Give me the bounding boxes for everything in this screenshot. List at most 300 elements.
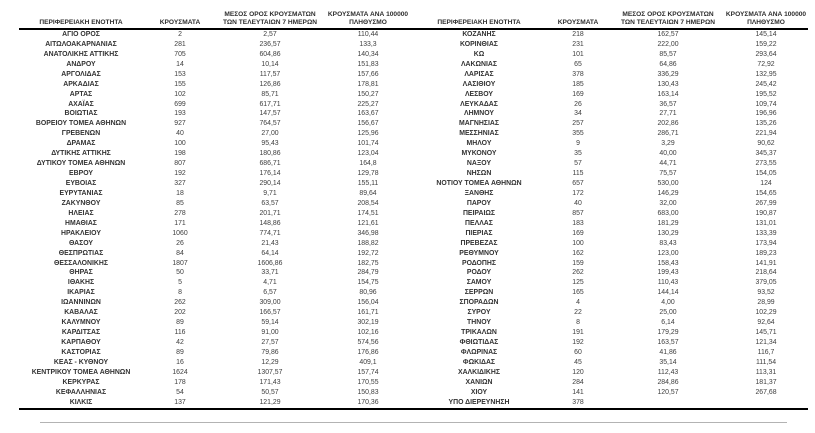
cases-cell: 169: [572, 90, 584, 98]
table-bottom-rule: [19, 408, 808, 410]
region-cell: ΜΑΓΝΗΣΙΑΣ: [459, 120, 499, 128]
avg7-cell: 85,71: [261, 90, 279, 98]
column-header-per100k-line2: ΠΛΗΘΥΣΜΟ: [747, 19, 785, 27]
column-header-cases-label: ΚΡΟΥΣΜΑΤΑ: [159, 19, 201, 27]
table-row: [417, 309, 811, 319]
avg7-cell: 3,29: [661, 140, 675, 148]
per100k-cell: 131,01: [755, 219, 777, 227]
table-row: [417, 110, 811, 120]
avg7-cell: 112,43: [657, 368, 679, 376]
region-cell: ΑΝΑΤΟΛΙΚΗΣ ΑΤΤΙΚΗΣ: [43, 50, 119, 58]
per100k-cell: 129,78: [357, 170, 379, 178]
per100k-cell: 157,74: [357, 368, 379, 376]
region-cell: ΧΑΝΙΩΝ: [465, 378, 493, 386]
avg7-cell: 75,57: [659, 170, 677, 178]
avg7-cell: 25,00: [659, 309, 677, 317]
avg7-cell: 309,00: [259, 299, 281, 307]
table-row: [417, 239, 811, 249]
region-cell: ΚΑΣΤΟΡΙΑΣ: [61, 348, 101, 356]
region-cell: ΘΗΡΑΣ: [69, 269, 93, 277]
avg7-cell: 176,14: [259, 170, 281, 178]
region-cell: ΑΡΚΑΔΙΑΣ: [63, 80, 99, 88]
avg7-cell: 41,86: [659, 348, 677, 356]
cases-cell: 857: [572, 209, 584, 217]
cases-cell: 50: [176, 269, 184, 277]
cases-cell: 172: [572, 189, 584, 197]
region-cell: ΑΡΓΟΛΙΔΑΣ: [61, 70, 101, 78]
table-row: [417, 40, 811, 50]
avg7-cell: 201,71: [259, 209, 281, 217]
table-row: [417, 189, 811, 199]
per100k-cell: 221,94: [755, 130, 777, 138]
region-cell: ΣΕΡΡΩΝ: [464, 289, 494, 297]
avg7-cell: 4,00: [661, 299, 675, 307]
per100k-cell: 170,36: [357, 398, 379, 406]
table-row: [417, 80, 811, 90]
table-row: [19, 60, 413, 70]
region-cell: ΕΒΡΟΥ: [69, 170, 93, 178]
region-cell: ΜΗΛΟΥ: [466, 140, 492, 148]
table-row: [417, 388, 811, 398]
per100k-cell: 156,04: [357, 299, 379, 307]
region-cell: ΚΕΝΤΡΙΚΟΥ ΤΟΜΕΑ ΑΘΗΝΩΝ: [31, 368, 131, 376]
avg7-cell: 286,71: [657, 130, 679, 138]
column-header-per100k-line2: ΠΛΗΘΥΣΜΟ: [349, 19, 387, 27]
avg7-cell: 202,86: [657, 120, 679, 128]
cases-cell: 35: [574, 150, 582, 158]
avg7-cell: 63,57: [261, 199, 279, 207]
avg7-cell: 774,71: [259, 229, 281, 237]
cases-cell: 178: [174, 378, 186, 386]
avg7-cell: 130,43: [657, 80, 679, 88]
table-body-right: [417, 30, 811, 408]
cases-cell: 159: [572, 259, 584, 267]
cases-cell: 85: [176, 199, 184, 207]
per100k-cell: 72,92: [757, 60, 775, 68]
region-cell: ΚΕΡΚΥΡΑΣ: [62, 378, 100, 386]
avg7-cell: 85,57: [659, 50, 677, 58]
avg7-cell: 32,00: [659, 199, 677, 207]
column-header-region-label: ΠΕΡΙΦΕΡΕΙΑΚΗ ΕΝΟΤΗΤΑ: [39, 19, 123, 27]
avg7-cell: 79,86: [261, 348, 279, 356]
per100k-cell: 245,42: [755, 80, 777, 88]
cases-cell: 183: [572, 219, 584, 227]
region-cell: ΗΡΑΚΛΕΙΟΥ: [61, 229, 101, 237]
cases-cell: 192: [572, 339, 584, 347]
region-cell: ΡΟΔΟΥ: [466, 269, 492, 277]
per100k-cell: 113,31: [755, 368, 777, 376]
cases-cell: 4: [576, 299, 580, 307]
avg7-cell: 50,57: [261, 388, 279, 396]
region-cell: ΘΕΣΠΡΩΤΙΑΣ: [58, 249, 104, 257]
region-cell: ΑΝΔΡΟΥ: [66, 60, 96, 68]
avg7-cell: 130,29: [657, 229, 679, 237]
column-header-region-label: ΠΕΡΙΦΕΡΕΙΑΚΗ ΕΝΟΤΗΤΑ: [437, 19, 521, 27]
region-cell: ΚΩ: [473, 50, 485, 58]
avg7-cell: 33,71: [261, 269, 279, 277]
cases-cell: 657: [572, 180, 584, 188]
per100k-cell: 273,55: [755, 160, 777, 168]
table-row: [19, 80, 413, 90]
cases-cell: 281: [174, 40, 186, 48]
table-row: [19, 100, 413, 110]
cases-cell: 202: [174, 309, 186, 317]
per100k-cell: 182,75: [357, 259, 379, 267]
table-row: [19, 388, 413, 398]
per100k-cell: 196,96: [755, 110, 777, 118]
cases-cell: 120: [572, 368, 584, 376]
avg7-cell: 64,86: [659, 60, 677, 68]
avg7-cell: 181,29: [657, 219, 679, 227]
cases-cell: 14: [176, 60, 184, 68]
region-cell: ΓΡΕΒΕΝΩΝ: [61, 130, 101, 138]
per100k-cell: 124: [760, 180, 772, 188]
avg7-cell: 148,86: [259, 219, 281, 227]
per100k-cell: 574,56: [357, 339, 379, 347]
per100k-cell: 161,71: [357, 309, 379, 317]
region-cell: ΛΕΥΚΑΔΑΣ: [460, 100, 498, 108]
region-cell: ΘΕΣΣΑΛΟΝΙΚΗΣ: [54, 259, 108, 267]
region-cell: ΠΑΡΟΥ: [466, 199, 492, 207]
region-cell: ΦΘΙΩΤΙΔΑΣ: [459, 339, 499, 347]
avg7-cell: 95,43: [261, 140, 279, 148]
per100k-cell: 154,05: [755, 170, 777, 178]
cases-cell: 115: [572, 170, 584, 178]
table-row: [417, 398, 811, 408]
per100k-cell: 121,61: [357, 219, 379, 227]
regional-cases-table-left: [19, 11, 413, 408]
avg7-cell: 530,00: [657, 180, 679, 188]
region-cell: ΚΑΡΠΑΘΟΥ: [61, 339, 101, 347]
cases-cell: 1624: [172, 368, 188, 376]
cases-cell: 257: [572, 120, 584, 128]
table-row: [19, 130, 413, 140]
per100k-cell: 284,79: [357, 269, 379, 277]
table-row: [19, 368, 413, 378]
region-cell: ΚΙΛΚΙΣ: [69, 398, 93, 406]
per100k-cell: 145,71: [755, 329, 777, 337]
region-cell: ΤΗΝΟΥ: [467, 319, 491, 327]
region-cell: ΚΕΦΑΛΛΗΝΙΑΣ: [55, 388, 107, 396]
region-cell: ΝΑΞΟΥ: [466, 160, 492, 168]
region-cell: ΥΠΟ ΔΙΕΡΕΥΝΗΣΗ: [448, 398, 510, 406]
cases-cell: 378: [572, 398, 584, 406]
table-row: [417, 170, 811, 180]
region-cell: ΧΑΛΚΙΔΙΚΗΣ: [457, 368, 500, 376]
per100k-cell: 159,22: [755, 40, 777, 48]
table-row: [19, 358, 413, 368]
avg7-cell: 64,14: [261, 249, 279, 257]
region-cell: ΚΟΡΙΝΘΙΑΣ: [460, 40, 498, 48]
per100k-cell: 178,81: [357, 80, 379, 88]
per100k-cell: 164,8: [359, 160, 377, 168]
table-row: [19, 150, 413, 160]
avg7-cell: 59,14: [261, 319, 279, 327]
region-cell: ΔΥΤΙΚΟΥ ΤΟΜΕΑ ΑΘΗΝΩΝ: [36, 160, 126, 168]
cases-cell: 171: [174, 219, 186, 227]
table-row: [19, 170, 413, 180]
cases-cell: 60: [574, 348, 582, 356]
per100k-cell: 135,26: [755, 120, 777, 128]
cases-cell: 9: [576, 140, 580, 148]
table-row: [417, 289, 811, 299]
table-row: [417, 30, 811, 40]
per100k-cell: 192,72: [357, 249, 379, 257]
region-cell: ΡΟΔΟΠΗΣ: [462, 259, 496, 267]
cases-cell: 18: [176, 189, 184, 197]
cases-cell: 8: [576, 319, 580, 327]
table-row: [19, 90, 413, 100]
per100k-cell: 110,44: [357, 30, 379, 38]
table-row: [417, 319, 811, 329]
cases-cell: 5: [178, 279, 182, 287]
cases-cell: 231: [572, 40, 584, 48]
avg7-cell: [615, 398, 721, 408]
cases-cell: 284: [572, 378, 584, 386]
cases-cell: 89: [176, 348, 184, 356]
avg7-cell: 9,71: [263, 189, 277, 197]
avg7-cell: 290,14: [259, 180, 281, 188]
cases-cell: 40: [574, 199, 582, 207]
region-cell: ΦΩΚΙΔΑΣ: [462, 358, 496, 366]
region-cell: ΙΚΑΡΙΑΣ: [67, 289, 95, 297]
per100k-cell: 80,96: [359, 289, 377, 297]
region-cell: ΔΡΑΜΑΣ: [66, 140, 96, 148]
per100k-cell: 267,68: [755, 388, 777, 396]
region-cell: ΝΟΤΙΟΥ ΤΟΜΕΑ ΑΘΗΝΩΝ: [436, 180, 522, 188]
avg7-cell: 6,57: [263, 289, 277, 297]
region-cell: ΗΜΑΘΙΑΣ: [65, 219, 97, 227]
table-row: [19, 70, 413, 80]
avg7-cell: 123,00: [657, 249, 679, 257]
cases-cell: 8: [178, 289, 182, 297]
cases-cell: 185: [572, 80, 584, 88]
avg7-cell: 2,57: [263, 30, 277, 38]
table-row: [19, 180, 413, 190]
table-row: [417, 279, 811, 289]
table-row: [417, 120, 811, 130]
avg7-cell: 146,29: [657, 189, 679, 197]
table-row: [417, 150, 811, 160]
table-row: [19, 299, 413, 309]
per100k-cell: 189,23: [755, 249, 777, 257]
cases-cell: 378: [572, 70, 584, 78]
per100k-cell: 109,74: [755, 100, 777, 108]
region-cell: ΣΠΟΡΑΔΩΝ: [459, 299, 499, 307]
avg7-cell: 36,57: [659, 100, 677, 108]
region-cell: ΜΥΚΟΝΟΥ: [461, 150, 497, 158]
region-cell: ΣΥΡΟΥ: [467, 309, 491, 317]
cases-cell: 16: [176, 358, 184, 366]
table-row: [19, 289, 413, 299]
table-row: [417, 100, 811, 110]
per100k-cell: 379,05: [755, 279, 777, 287]
table-row: [417, 140, 811, 150]
table-row: [19, 229, 413, 239]
per100k-cell: 154,65: [755, 189, 777, 197]
region-cell: ΜΕΣΣΗΝΙΑΣ: [459, 130, 499, 138]
per100k-cell: 181,37: [755, 378, 777, 386]
table-row: [417, 368, 811, 378]
table-row: [19, 329, 413, 339]
cases-cell: 137: [174, 398, 186, 406]
per100k-cell: 155,11: [357, 180, 379, 188]
table-body-left: [19, 30, 413, 408]
avg7-cell: 27,57: [261, 339, 279, 347]
table-row: [417, 299, 811, 309]
table-row: [417, 219, 811, 229]
region-cell: ΧΙΟΥ: [470, 388, 488, 396]
avg7-cell: 236,57: [259, 40, 281, 48]
per100k-cell: 123,04: [357, 150, 379, 158]
per100k-cell: 346,98: [357, 229, 379, 237]
avg7-cell: 27,00: [261, 130, 279, 138]
region-cell: ΔΥΤΙΚΗΣ ΑΤΤΙΚΗΣ: [51, 150, 111, 158]
region-cell: ΖΑΚΥΝΘΟΥ: [61, 199, 101, 207]
region-cell: ΠΙΕΡΙΑΣ: [465, 229, 493, 237]
per100k-cell: 195,52: [755, 90, 777, 98]
avg7-cell: 162,57: [657, 30, 679, 38]
per100k-cell: 225,27: [357, 100, 379, 108]
table-row: [19, 219, 413, 229]
cases-cell: 100: [174, 140, 186, 148]
table-row: [19, 398, 413, 408]
cases-cell: 100: [572, 239, 584, 247]
column-header-avg7-line2: ΤΩΝ ΤΕΛΕΥΤΑΙΩΝ 7 ΗΜΕΡΩΝ: [620, 19, 716, 27]
table-row: [417, 90, 811, 100]
cases-cell: 42: [176, 339, 184, 347]
cases-cell: 26: [574, 100, 582, 108]
avg7-cell: 120,57: [657, 388, 679, 396]
per100k-cell: 92,64: [757, 319, 775, 327]
cases-cell: 65: [574, 60, 582, 68]
header-rule: [19, 28, 808, 30]
table-row: [19, 50, 413, 60]
cases-cell: 327: [174, 180, 186, 188]
per100k-cell: 293,64: [755, 50, 777, 58]
region-cell: ΙΘΑΚΗΣ: [67, 279, 95, 287]
cases-cell: 262: [572, 269, 584, 277]
table-row: [19, 348, 413, 358]
regional-cases-table-right: [417, 11, 811, 408]
avg7-cell: 336,29: [657, 70, 679, 78]
cases-cell: 192: [174, 170, 186, 178]
per100k-cell: 173,94: [755, 239, 777, 247]
region-cell: ΛΑΡΙΣΑΣ: [464, 70, 494, 78]
per100k-cell: 89,64: [359, 189, 377, 197]
cases-cell: 705: [174, 50, 186, 58]
column-header-per100k-line1: ΚΡΟΥΣΜΑΤΑ ΑΝΑ 100000: [725, 11, 807, 18]
page-divider-line: [40, 422, 787, 423]
per100k-cell: 140,34: [357, 50, 379, 58]
table-row: [19, 339, 413, 349]
avg7-cell: 110,43: [657, 279, 679, 287]
per100k-cell: 267,99: [755, 199, 777, 207]
table-row: [19, 40, 413, 50]
cases-cell: 45: [574, 358, 582, 366]
avg7-cell: 1606,86: [257, 259, 283, 267]
table-row: [19, 140, 413, 150]
per100k-cell: 133,39: [755, 229, 777, 237]
avg7-cell: 158,43: [657, 259, 679, 267]
table-row: [19, 378, 413, 388]
region-cell: ΞΑΝΘΗΣ: [464, 189, 494, 197]
cases-cell: 191: [572, 329, 584, 337]
region-cell: ΗΛΕΙΑΣ: [68, 209, 94, 217]
per100k-cell: 188,82: [357, 239, 379, 247]
cases-cell: 169: [572, 229, 584, 237]
avg7-cell: 171,43: [259, 378, 281, 386]
cases-cell: 34: [574, 110, 582, 118]
cases-cell: 262: [174, 299, 186, 307]
avg7-cell: 117,57: [259, 70, 281, 78]
region-cell: ΑΙΤΩΛΟΑΚΑΡΝΑΝΙΑΣ: [45, 40, 117, 48]
per100k-cell: 190,87: [755, 209, 777, 217]
table-row: [19, 189, 413, 199]
per100k-cell: 102,16: [357, 329, 379, 337]
avg7-cell: 12,29: [261, 358, 279, 366]
cases-cell: 153: [174, 70, 186, 78]
column-header-avg7-line2: ΤΩΝ ΤΕΛΕΥΤΑΙΩΝ 7 ΗΜΕΡΩΝ: [222, 19, 318, 27]
per100k-cell: 132,95: [755, 70, 777, 78]
table-row: [417, 269, 811, 279]
avg7-cell: 21,43: [261, 239, 279, 247]
table-row: [417, 259, 811, 269]
region-cell: ΦΛΩΡΙΝΑΣ: [460, 348, 498, 356]
avg7-cell: 163,57: [657, 339, 679, 347]
avg7-cell: 1307,57: [257, 368, 283, 376]
per100k-cell: 150,27: [357, 90, 379, 98]
cases-cell: 927: [174, 120, 186, 128]
avg7-cell: 6,14: [661, 319, 675, 327]
avg7-cell: 35,14: [659, 358, 677, 366]
cases-cell: 1060: [172, 229, 188, 237]
table-row: [19, 30, 413, 40]
avg7-cell: 199,43: [657, 269, 679, 277]
region-cell: ΑΡΤΑΣ: [69, 90, 93, 98]
column-header-avg7-line1: ΜΕΣΟΣ ΟΡΟΣ ΚΡΟΥΣΜΑΤΩΝ: [622, 11, 714, 18]
avg7-cell: 604,86: [259, 50, 281, 58]
avg7-cell: 44,71: [659, 160, 677, 168]
table-row: [417, 358, 811, 368]
table-row: [417, 180, 811, 190]
per100k-cell: 208,54: [357, 199, 379, 207]
avg7-cell: 284,86: [657, 378, 679, 386]
cases-cell: 57: [574, 160, 582, 168]
per100k-cell: 121,34: [755, 339, 777, 347]
avg7-cell: 179,29: [657, 329, 679, 337]
per100k-cell: 176,86: [357, 348, 379, 356]
avg7-cell: 617,71: [259, 100, 281, 108]
per100k-cell: 125,96: [357, 130, 379, 138]
avg7-cell: 686,71: [259, 160, 281, 168]
per100k-cell: 28,99: [757, 299, 775, 307]
per100k-cell: 345,37: [755, 150, 777, 158]
per100k-cell: 170,55: [357, 378, 379, 386]
cases-cell: 101: [572, 50, 584, 58]
per100k-cell: 101,74: [357, 140, 379, 148]
table-row: [19, 120, 413, 130]
avg7-cell: 163,14: [657, 90, 679, 98]
per100k-cell: 93,52: [757, 289, 775, 297]
cases-cell: 1807: [172, 259, 188, 267]
table-row: [417, 70, 811, 80]
avg7-cell: 83,43: [659, 239, 677, 247]
cases-cell: 218: [572, 30, 584, 38]
avg7-cell: 764,57: [259, 120, 281, 128]
region-cell: ΛΕΣΒΟΥ: [464, 90, 494, 98]
per100k-cell: 141,91: [755, 259, 777, 267]
